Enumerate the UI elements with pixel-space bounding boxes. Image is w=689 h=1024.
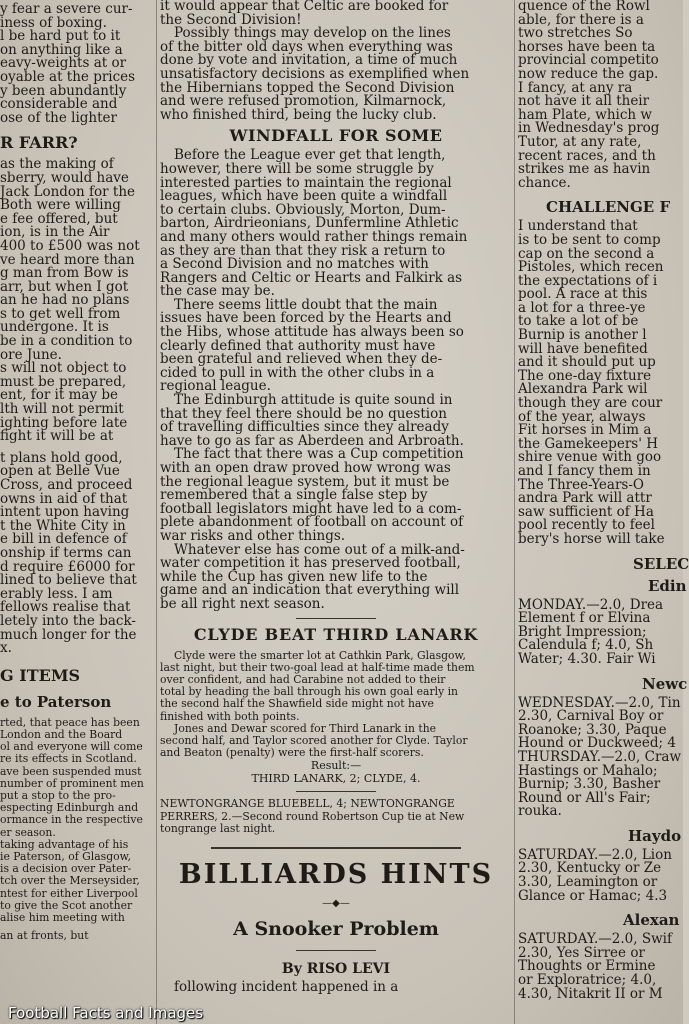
left-block-1: [0, 3, 154, 125]
text-line: with an open draw proved how wrong was: [160, 460, 451, 476]
text-line: Bright Impression;: [518, 623, 647, 640]
text-line: recent races, and th: [518, 147, 656, 164]
text-line: a Second Division and no matches with: [160, 256, 429, 273]
newtongrange-report: [160, 798, 512, 835]
text-line: s will not object to: [0, 360, 127, 377]
text-line: fellows realise that: [0, 599, 131, 616]
text-line: total by heading the ball through his own goal early in: [160, 685, 459, 699]
text-line: of the year, always: [518, 408, 646, 425]
text-line: horses have been ta: [518, 38, 656, 55]
text-line: l be hard put to it: [0, 28, 121, 45]
text-line: sberry, would have: [0, 169, 129, 186]
text-line: Alexandra Park wil: [518, 381, 648, 398]
text-line: now reduce the gap.: [518, 65, 659, 82]
text-line: remembered that a single false step by: [160, 487, 428, 504]
byline: By RISO LEVI: [281, 960, 391, 977]
right-block-4: [518, 694, 688, 820]
text-line: have to go as far as Aberdeen and Arbroath.: [160, 432, 464, 449]
text-line: Hound or Duckweed; 4: [518, 735, 676, 752]
text-line: much longer for the: [0, 626, 137, 643]
diamond-ornament-icon: —◆—: [322, 897, 350, 909]
text-line: erably less. I am: [0, 585, 113, 602]
left-heading-paterson: e to Paterson: [0, 692, 112, 711]
text-line: the Gamekeepers' H: [518, 435, 658, 452]
text-line: ighting before late: [0, 414, 128, 431]
middle-column: [160, 0, 512, 1024]
text-line: or Exploratrice; 4.0,: [518, 972, 657, 989]
text-line: been grateful and relieved when they de-: [160, 351, 443, 368]
text-line: Tutor, at any rate,: [518, 133, 642, 150]
text-line: to give the Scot another: [0, 898, 133, 912]
text-line: 4.30, Nitakrit II or M: [518, 985, 663, 1002]
text-line: put a stop to the pro-: [0, 788, 116, 802]
clyde-heading: CLYDE BEAT THIRD LANARK: [193, 624, 479, 644]
text-line: Thoughts or Ermine: [518, 958, 656, 975]
text-line: e bill in defence of: [0, 531, 127, 548]
text-line: alise him meeting with: [0, 910, 125, 924]
text-line: finished with both points.: [160, 709, 300, 723]
text-line: ham Plate, which w: [518, 106, 652, 123]
text-line: the Hibernians topped the Second Division: [160, 79, 455, 96]
text-line: done by vote and invitation, a time of much: [160, 52, 458, 69]
text-line: provincial competito: [518, 52, 659, 69]
divider: [296, 618, 376, 619]
left-block-2: [0, 158, 154, 655]
text-line: tch over the Merseysider,: [0, 874, 140, 888]
text-line: the Second Division!: [160, 11, 302, 28]
text-line: leagues, which have been quite a windfall: [160, 188, 448, 205]
text-line: taking advantage of his: [0, 837, 129, 851]
text-line: SATURDAY.—2.0, Lion: [518, 846, 672, 863]
result-score: THIRD LANARK, 2; CLYDE, 4.: [251, 772, 421, 786]
text-line: the Hibs, whose attitude has always been so: [160, 324, 464, 341]
text-line: it would appear that Celtic are booked for: [160, 0, 449, 14]
right-column: [518, 0, 688, 1024]
text-line: Burnip; 3.30, Basher: [518, 776, 661, 793]
left-block-3: [0, 717, 154, 943]
right-heading-newcastle: Newc: [642, 674, 688, 693]
text-line: Element f or Elvina: [518, 610, 651, 627]
text-line: e fee offered, but: [0, 210, 118, 227]
text-line: Cross, and proceed: [0, 477, 133, 493]
column-rule: [156, 0, 157, 1024]
text-line: y been abundantly: [0, 82, 127, 99]
text-line: tongrange last night.: [160, 821, 276, 835]
text-line: SATURDAY.—2.0, Swif: [518, 931, 672, 948]
right-heading-edinburgh: Edin: [648, 576, 687, 595]
text-line: as they are than that they risk a return to: [160, 242, 446, 259]
text-line: ntest for either Liverpool: [0, 886, 138, 900]
text-line: quence of the Rowl: [518, 0, 650, 14]
windfall-article: [160, 149, 512, 611]
text-line: Jones and Dewar scored for Third Lanark in the: [174, 721, 437, 735]
text-line: y fear a severe cur-: [0, 1, 133, 17]
text-line: eavy-weights at or: [0, 55, 127, 72]
text-line: The fact that there was a Cup competition: [174, 446, 464, 463]
text-line: is a decision over Pater-: [0, 862, 132, 876]
text-line: Water; 4.30. Fair Wi: [518, 650, 656, 667]
text-line: rouka.: [518, 803, 562, 820]
text-line: PERRERS, 2.—Second round Robertson Cup tie at New: [160, 809, 465, 823]
text-line: on anything like a: [0, 41, 123, 58]
result-label: Result:—: [310, 759, 362, 773]
text-line: saw sufficient of Ha: [518, 503, 654, 520]
right-heading-challenge: CHALLENGE F: [546, 198, 671, 217]
text-line: war risks and other things.: [160, 527, 346, 544]
text-line: Whatever else has come out of a milk-and-: [174, 541, 465, 558]
text-line: ave been suspended must: [0, 764, 142, 778]
text-line: ion, is in the Air: [0, 224, 110, 241]
text-line: rted, that peace has been: [0, 715, 140, 729]
text-line: ent, for it may be: [0, 387, 118, 404]
text-line: ol and everyone will come: [0, 740, 143, 754]
text-line: Before the League ever get that length,: [174, 147, 446, 164]
text-line: the case may be.: [160, 283, 275, 300]
text-line: intent upon having: [0, 504, 130, 521]
left-heading-farr: R FARR?: [0, 133, 78, 153]
text-line: 2.30, Carnival Boy or: [518, 708, 664, 725]
text-line: MONDAY.—2.0, Drea: [518, 596, 664, 613]
text-line: clearly defined that authority must have: [160, 337, 436, 354]
text-line: onship if terms can: [0, 544, 132, 561]
text-line: I fancy, at any ra: [518, 79, 633, 96]
text-line: issues have been forced by the Hearts and: [160, 310, 452, 327]
text-line: t plans hold good,: [0, 449, 123, 466]
text-line: x.: [0, 640, 12, 657]
text-line: second half, and Taylor scored another for Clyde. Taylor: [160, 733, 468, 747]
text-line: the expectations of i: [518, 272, 658, 289]
text-line: especting Edinburgh and: [0, 801, 139, 815]
divider: [211, 847, 461, 849]
text-line: fight it will be at: [0, 428, 114, 445]
text-line: two stretches So: [518, 25, 633, 42]
text-line: ie Paterson, of Glasgow,: [0, 849, 132, 863]
right-block-1: [518, 0, 688, 190]
text-line: and were refused promotion, Kilmarnock,: [160, 93, 447, 110]
text-line: Glance or Hamac; 4.3: [518, 887, 668, 904]
left-heading-items: G ITEMS: [0, 665, 81, 685]
right-heading-selections: SELEC: [633, 554, 689, 573]
text-line: be all right next season.: [160, 595, 325, 612]
text-line: lth will not permit: [0, 401, 124, 418]
text-line: pool. A race at this: [518, 286, 648, 303]
text-line: owns in aid of that: [0, 490, 128, 507]
text-line: d require £6000 for: [0, 558, 135, 575]
text-line: to certain clubs. Obviously, Morton, Dum-: [160, 201, 446, 218]
text-line: 3.30, Leamington or: [518, 874, 658, 891]
text-line: and I fancy them in: [518, 463, 651, 479]
text-line: arr, but when I got: [0, 278, 129, 295]
text-line: in Wednesday's prog: [518, 120, 660, 137]
column-rule: [514, 0, 515, 1024]
text-line: that they feel there should be no question: [160, 405, 447, 422]
text-line: I understand that: [518, 218, 638, 235]
text-line: strikes me as havin: [518, 161, 651, 178]
text-line: football legislators might have led to a com-: [160, 500, 462, 517]
right-block-5: [518, 846, 688, 904]
divider: [296, 791, 376, 792]
text-line: 2.30, Kentucky or Ze: [518, 860, 662, 877]
text-line: iness of boxing.: [0, 14, 107, 31]
text-line: and many others would rather things remain: [160, 228, 468, 245]
text-line: a lot for a three-ye: [518, 299, 646, 316]
text-line: re its effects in Scotland.: [0, 752, 137, 766]
text-line: London and the Board: [0, 727, 123, 741]
text-line: barton, Airdrieonians, Dunfermline Athletic: [160, 215, 459, 232]
right-heading-haydock: Haydo: [628, 826, 682, 845]
right-block-3: [518, 596, 688, 667]
text-line: undergone. It is: [0, 319, 109, 336]
intro-paragraph: [160, 0, 512, 122]
text-line: must be prepared,: [0, 373, 127, 390]
text-line: the second half the Shawfield side might not have: [160, 697, 434, 711]
text-line: cap on the second a: [518, 245, 655, 262]
text-line: game and an indication that everything will: [160, 582, 460, 599]
text-line: oyable at the prices: [0, 68, 136, 85]
text-line: while the Cup has given new life to the: [160, 568, 428, 585]
text-line: andra Park will attr: [518, 490, 652, 507]
text-line: NEWTONGRANGE BLUEBELL, 4; NEWTONGRANGE: [160, 797, 455, 811]
text-line: interested parties to maintain the regional: [160, 174, 452, 191]
text-line: considerable and: [0, 96, 118, 113]
text-line: open at Belle Vue: [0, 463, 120, 480]
text-line: number of prominent men: [0, 776, 144, 790]
text-line: an at fronts, but: [0, 929, 89, 943]
text-line: the regional league system, but it must be: [160, 473, 450, 490]
text-line: though they are cour: [518, 395, 663, 412]
text-line: t the White City in: [0, 517, 126, 534]
last-line: following incident happened in a: [174, 978, 399, 995]
right-heading-alexandra: Alexan: [623, 911, 680, 930]
text-line: ore June.: [0, 346, 62, 363]
text-line: Rangers and Celtic or Hearts and Falkirk as: [160, 269, 463, 286]
text-line: Round or All's Fair;: [518, 789, 651, 806]
text-line: last night, but their two-goal lead at half-time made them: [160, 660, 475, 674]
text-line: 2.30, Yes Sirree or: [518, 944, 645, 961]
text-line: is to be sent to comp: [518, 231, 661, 248]
text-line: and it should put up: [518, 354, 656, 371]
text-line: Calendula f; 4.0, Sh: [518, 637, 654, 654]
text-line: 400 to £500 was not: [0, 237, 140, 254]
text-line: Possibly things may develop on the lines: [174, 25, 451, 42]
text-line: Jack London for the: [0, 183, 136, 200]
text-line: Fit horses in Mim a: [518, 422, 652, 439]
text-line: not have it all their: [518, 93, 650, 110]
text-line: ve heard more than: [0, 251, 135, 268]
text-line: Burnip is another l: [518, 327, 647, 344]
billiards-heading: BILLIARDS HINTS: [178, 858, 494, 890]
text-line: THURSDAY.—2.0, Craw: [518, 748, 681, 765]
text-line: The one-day fixture: [518, 367, 652, 384]
text-line: regional league.: [160, 378, 271, 395]
text-line: will have benefited: [518, 340, 648, 357]
text-line: Roanoke; 3.30, Paque: [518, 721, 667, 738]
text-line: WEDNESDAY.—2.0, Tin: [518, 694, 681, 711]
text-line: er season.: [0, 825, 56, 839]
text-line: plete abandonment of football on account of: [160, 514, 464, 531]
text-line: who finished third, being the lucky club.: [160, 106, 437, 123]
text-line: Clyde were the smarter lot at Cathkin Park, Glasgow,: [174, 648, 466, 662]
text-line: The Edinburgh attitude is quite sound in: [174, 392, 453, 409]
text-line: s to get well from: [0, 305, 121, 322]
text-line: ose of the lighter: [0, 109, 117, 126]
text-line: cided to pull in with the other clubs in a: [160, 364, 435, 381]
text-line: letely into the back-: [0, 612, 136, 629]
watermark: Football Facts and Images: [8, 1004, 204, 1022]
snooker-subheading: A Snooker Problem: [233, 917, 439, 940]
text-line: unsatisfactory decisions as exemplified when: [160, 65, 470, 82]
text-line: as the making of: [0, 156, 114, 173]
text-line: over confident, and had Carabine not added to their: [160, 672, 446, 686]
text-line: and Beaton (penalty) were the first-half scorers.: [160, 746, 424, 760]
text-line: The Three-Years-O: [518, 476, 644, 493]
clyde-report: [160, 650, 512, 760]
text-line: There seems little doubt that the main: [174, 296, 438, 313]
right-block-6: [518, 933, 688, 1001]
text-line: however, there will be some struggle by: [160, 160, 434, 177]
text-line: of travelling difficulties since they already: [160, 419, 449, 436]
text-line: ormance in the respective: [0, 813, 143, 827]
text-line: Pistoles, which recen: [518, 259, 664, 276]
text-line: water competition it has preserved football,: [160, 555, 461, 572]
text-line: pool recently to feel: [518, 517, 655, 534]
text-line: chance.: [518, 174, 571, 191]
text-line: Both were willing: [0, 197, 121, 214]
text-line: bery's horse will take: [518, 530, 665, 547]
text-line: g man from Bow is: [0, 265, 129, 282]
text-line: Hastings or Mahalo;: [518, 762, 658, 779]
text-line: be in a condition to: [0, 333, 133, 350]
windfall-heading: WINDFALL FOR SOME: [229, 126, 443, 146]
text-line: shire venue with goo: [518, 449, 662, 466]
text-line: of the bitter old days when everything was: [160, 38, 453, 55]
text-line: an he had no plans: [0, 292, 130, 309]
right-block-2: [518, 220, 688, 546]
left-column: [0, 0, 154, 1024]
text-line: to take a lot of be: [518, 313, 639, 330]
text-line: able, for there is a: [518, 11, 644, 28]
divider: [296, 950, 376, 951]
text-line: lined to believe that: [0, 572, 137, 589]
